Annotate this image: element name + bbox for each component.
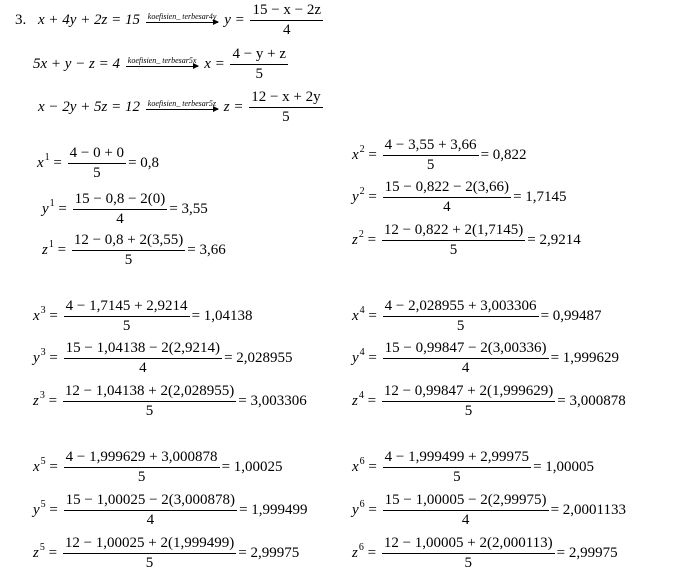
equation-original: 5x + y − z = 4 bbox=[33, 55, 121, 72]
fraction-numerator: 12 − 1,00025 + 2(1,999499) bbox=[63, 536, 236, 554]
equation-fraction bbox=[230, 47, 288, 82]
result-value: = 3,55 bbox=[169, 200, 208, 217]
equation-row-1 bbox=[15, 3, 325, 38]
fraction-numerator: 15 − 1,00005 − 2(2,99975) bbox=[383, 493, 549, 511]
fraction-denominator: 5 bbox=[426, 157, 435, 173]
fraction-denominator: 4 bbox=[461, 360, 470, 376]
fraction-denominator: 4 bbox=[283, 22, 291, 38]
arrow-icon bbox=[146, 100, 218, 110]
fraction-numerator: 15 − 0,8 − 2(0) bbox=[73, 192, 168, 210]
iteration-y-row: $y^2$ = $\frac{15 - 0,822 - 2(3,66)}{4}$ = 1,7145 bbox=[352, 179, 567, 215]
fraction-denominator: 4 bbox=[139, 360, 147, 376]
arrow-icon bbox=[146, 13, 219, 23]
fraction-denominator: 5 bbox=[255, 66, 263, 82]
fraction-denominator: 4 bbox=[116, 211, 124, 227]
iteration-y-row: $y^1$ = $\frac{15 - 0,8 - 2(0)}{4}$ = 3,55 bbox=[42, 191, 208, 227]
iteration-z-row: $z^4$ = $\frac{12 - 0,99847 + 2(1,999629)}{5}$ = 3,000878 bbox=[352, 383, 626, 419]
fraction-denominator: 5 bbox=[456, 318, 465, 334]
fraction-denominator: 5 bbox=[137, 469, 146, 485]
iteration-x-row: $x^2$ = $\frac{4 - 3,55 + 3,66}{5}$ = 0,822 bbox=[352, 137, 527, 173]
fraction-denominator: 5 bbox=[282, 109, 290, 125]
iteration-x-row: $x^1$ = $\frac{4 - 0 + 0}{5}$ = 0,8 bbox=[37, 145, 160, 181]
equation-original: x − 2y + 5z = 12 bbox=[38, 98, 141, 115]
fraction-numerator: 15 − 0,822 − 2(3,66) bbox=[383, 180, 511, 198]
equation-fraction bbox=[249, 90, 322, 125]
iteration-z-row: $z^5$ = $\frac{12 - 1,00025 + 2(1,999499)}{5}$ = 2,99975 bbox=[33, 535, 300, 571]
arrow-icon bbox=[126, 57, 199, 67]
fraction-numerator: 15 − 0,99847 − 2(3,00336) bbox=[383, 341, 549, 359]
result-value: = 0,822 bbox=[480, 146, 527, 163]
fraction-numerator: 4 − 1,999629 + 3,000878 bbox=[64, 450, 220, 468]
iteration-y-row: $y^5$ = $\frac{15 - 1,00025 - 2(3,000878)}{4}$ = 1,999499 bbox=[33, 492, 308, 528]
fraction-denominator: 5 bbox=[449, 242, 458, 258]
fraction-numerator: 4 − 1,7145 + 2,9214 bbox=[64, 299, 190, 317]
equation-original: x + 4y + 2z = 15 bbox=[38, 11, 141, 28]
iteration-y-row: $y^3$ = $\frac{15 - 1,04138 - 2(2,9214)}{4}$ = 2,028955 bbox=[33, 340, 293, 376]
result-value: = 1,00025 bbox=[221, 458, 283, 475]
result-value: = 2,99975 bbox=[556, 544, 618, 561]
result-value: = 2,028955 bbox=[224, 349, 293, 366]
result-value: = 2,9214 bbox=[527, 231, 581, 248]
arrow-label: koefisien_ terbesar4y bbox=[147, 11, 217, 21]
equation-lhs: x = bbox=[204, 55, 225, 72]
equation-lhs: y = bbox=[224, 11, 245, 28]
fraction-numerator: 12 − 1,04138 + 2(2,028955) bbox=[63, 384, 236, 402]
fraction-denominator: 4 bbox=[461, 512, 470, 528]
fraction-numerator: 15 − 1,00025 − 2(3,000878) bbox=[64, 493, 237, 511]
result-value: = 3,000878 bbox=[557, 392, 626, 409]
fraction-numerator: 4 − 1,999499 + 2,99975 bbox=[383, 450, 531, 468]
iteration-z-row: $z^2$ = $\frac{12 - 0,822 + 2(1,7145)}{5}$ = 2,9214 bbox=[352, 222, 581, 258]
fraction-numerator: 15 − x − 2z bbox=[250, 3, 323, 21]
result-value: = 1,999499 bbox=[239, 501, 308, 518]
fraction-denominator: 5 bbox=[453, 469, 461, 485]
fraction-numerator: 4 − 0 + 0 bbox=[68, 146, 126, 164]
fraction-denominator: 5 bbox=[464, 403, 473, 419]
result-value: = 3,66 bbox=[187, 241, 226, 258]
fraction-denominator: 5 bbox=[145, 403, 154, 419]
result-value: = 1,00005 bbox=[533, 458, 595, 475]
equation-lhs: z = bbox=[223, 98, 244, 115]
iteration-x-row: $x^5$ = $\frac{4 - 1,999629 + 3,000878}{5}$ = 1,00025 bbox=[33, 449, 283, 485]
fraction-denominator: 5 bbox=[122, 318, 131, 334]
equation-row-2 bbox=[33, 47, 290, 82]
fraction-denominator: 5 bbox=[145, 555, 154, 571]
equation-fraction bbox=[250, 3, 323, 38]
iteration-x-row: $x^3$ = $\frac{4 - 1,7145 + 2,9214}{5}$ = 1,04138 bbox=[33, 298, 253, 334]
result-value: = 2,0001133 bbox=[550, 501, 626, 518]
fraction-numerator: 4 − y + z bbox=[230, 47, 288, 65]
iteration-x-row: $x^6$ = $\frac{4 - 1,999499 + 2,99975}{5}$ = 1,00005 bbox=[352, 449, 595, 485]
fraction-numerator: 12 − 0,822 + 2(1,7145) bbox=[382, 223, 525, 241]
fraction-denominator: 5 bbox=[93, 165, 101, 181]
iteration-y-row: $y^6$ = $\frac{15 - 1,00005 - 2(2,99975)}{4}$ = 2,0001133 bbox=[352, 492, 626, 528]
arrow-label: koefisien_ terbesar5z bbox=[147, 98, 216, 108]
iteration-x-row: $x^4$ = $\frac{4 - 2,028955 + 3,003306}{5}$ = 0,99487 bbox=[352, 298, 602, 334]
fraction-numerator: 12 − x + 2y bbox=[249, 90, 322, 108]
result-value: = 3,003306 bbox=[238, 392, 307, 409]
iteration-z-row: $z^3$ = $\frac{12 - 1,04138 + 2(2,028955)}{5}$ = 3,003306 bbox=[33, 383, 307, 419]
result-value: = 1,7145 bbox=[513, 188, 567, 205]
result-value: = 2,99975 bbox=[238, 544, 300, 561]
iteration-z-row: $z^1$ = $\frac{12 - 0,8 + 2(3,55)}{5}$ = 3,66 bbox=[42, 232, 226, 268]
arrow-label: koefisien_ terbesar5x bbox=[127, 55, 197, 65]
equation-row-3 bbox=[38, 90, 325, 125]
iteration-y-row: $y^4$ = $\frac{15 - 0,99847 - 2(3,00336)}{4}$ = 1,999629 bbox=[352, 340, 620, 376]
fraction-numerator: 12 − 0,8 + 2(3,55) bbox=[72, 233, 185, 251]
fraction-numerator: 12 − 1,00005 + 2(2,000113) bbox=[382, 536, 555, 554]
fraction-numerator: 4 − 2,028955 + 3,003306 bbox=[383, 299, 539, 317]
problem-number: 3. bbox=[15, 11, 27, 28]
fraction-numerator: 15 − 1,04138 − 2(2,9214) bbox=[64, 341, 222, 359]
fraction-numerator: 12 − 0,99847 + 2(1,999629) bbox=[382, 384, 555, 402]
iteration-z-row: $z^6$ = $\frac{12 - 1,00005 + 2(2,000113)}{5}$ = 2,99975 bbox=[352, 535, 618, 571]
fraction-numerator: 4 − 3,55 + 3,66 bbox=[383, 138, 479, 156]
fraction-denominator: 4 bbox=[146, 512, 155, 528]
fraction-denominator: 5 bbox=[464, 555, 472, 571]
fraction-denominator: 5 bbox=[124, 252, 133, 268]
result-value: = 1,999629 bbox=[550, 349, 620, 366]
result-value: = 0,8 bbox=[128, 154, 160, 171]
fraction-denominator: 4 bbox=[443, 199, 451, 215]
result-value: = 1,04138 bbox=[191, 307, 253, 324]
result-value: = 0,99487 bbox=[540, 307, 602, 324]
